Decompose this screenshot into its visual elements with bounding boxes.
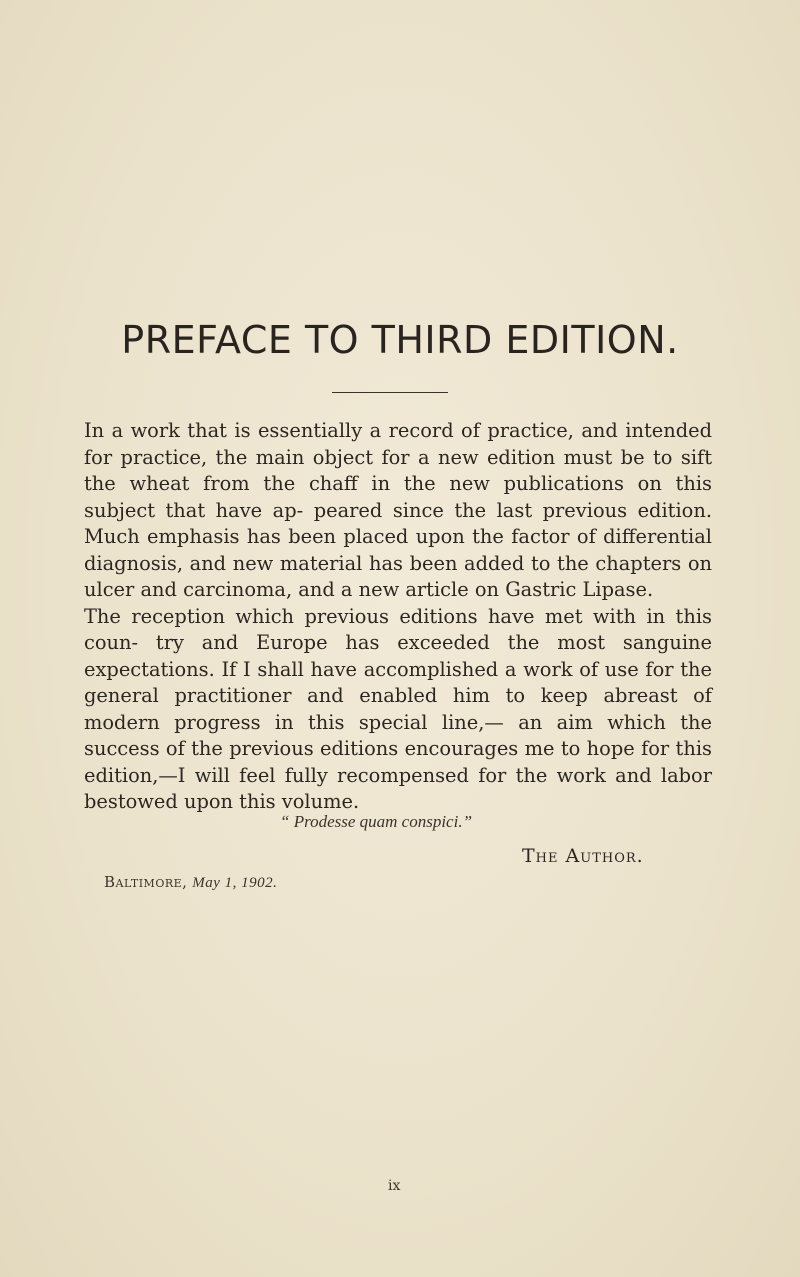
author-signature: The Author. xyxy=(522,845,644,867)
paragraph-2: The reception which previous editions have met with in this coun- try and Europe has exceeded the most sanguine expectations. If I shall have accomplished a work of use for the general practitioner and enabled him to keep abreast of modern progress in this special line,— an aim which the success of the previous editions encourages me to hope for this edition,—I will feel fully recompensed for the work and labor bestowed upon this volume. xyxy=(84,604,712,813)
dateline-date: May 1, 1902. xyxy=(192,875,278,891)
paragraph-1: In a work that is essentially a record of practice, and intended for practice, the main object for a new edition must be to sift the wheat from the chaff in the new publications on this subject that have ap- peared since the last previous edition. Much emphasis has been placed upon the factor of differential diagnosis, and new material has been added to the chapters on ulcer and carcinoma, and a new article on Gastric Lipase. xyxy=(84,419,712,601)
page-title: PREFACE TO THIRD EDITION. xyxy=(121,318,679,362)
latin-motto: “ Prodesse quam conspici.” xyxy=(280,812,473,831)
title-divider xyxy=(332,392,448,393)
dateline xyxy=(104,873,277,892)
page-number: ix xyxy=(388,1178,401,1194)
preface-body xyxy=(84,418,712,816)
dateline-place: Baltimore, xyxy=(104,873,188,891)
